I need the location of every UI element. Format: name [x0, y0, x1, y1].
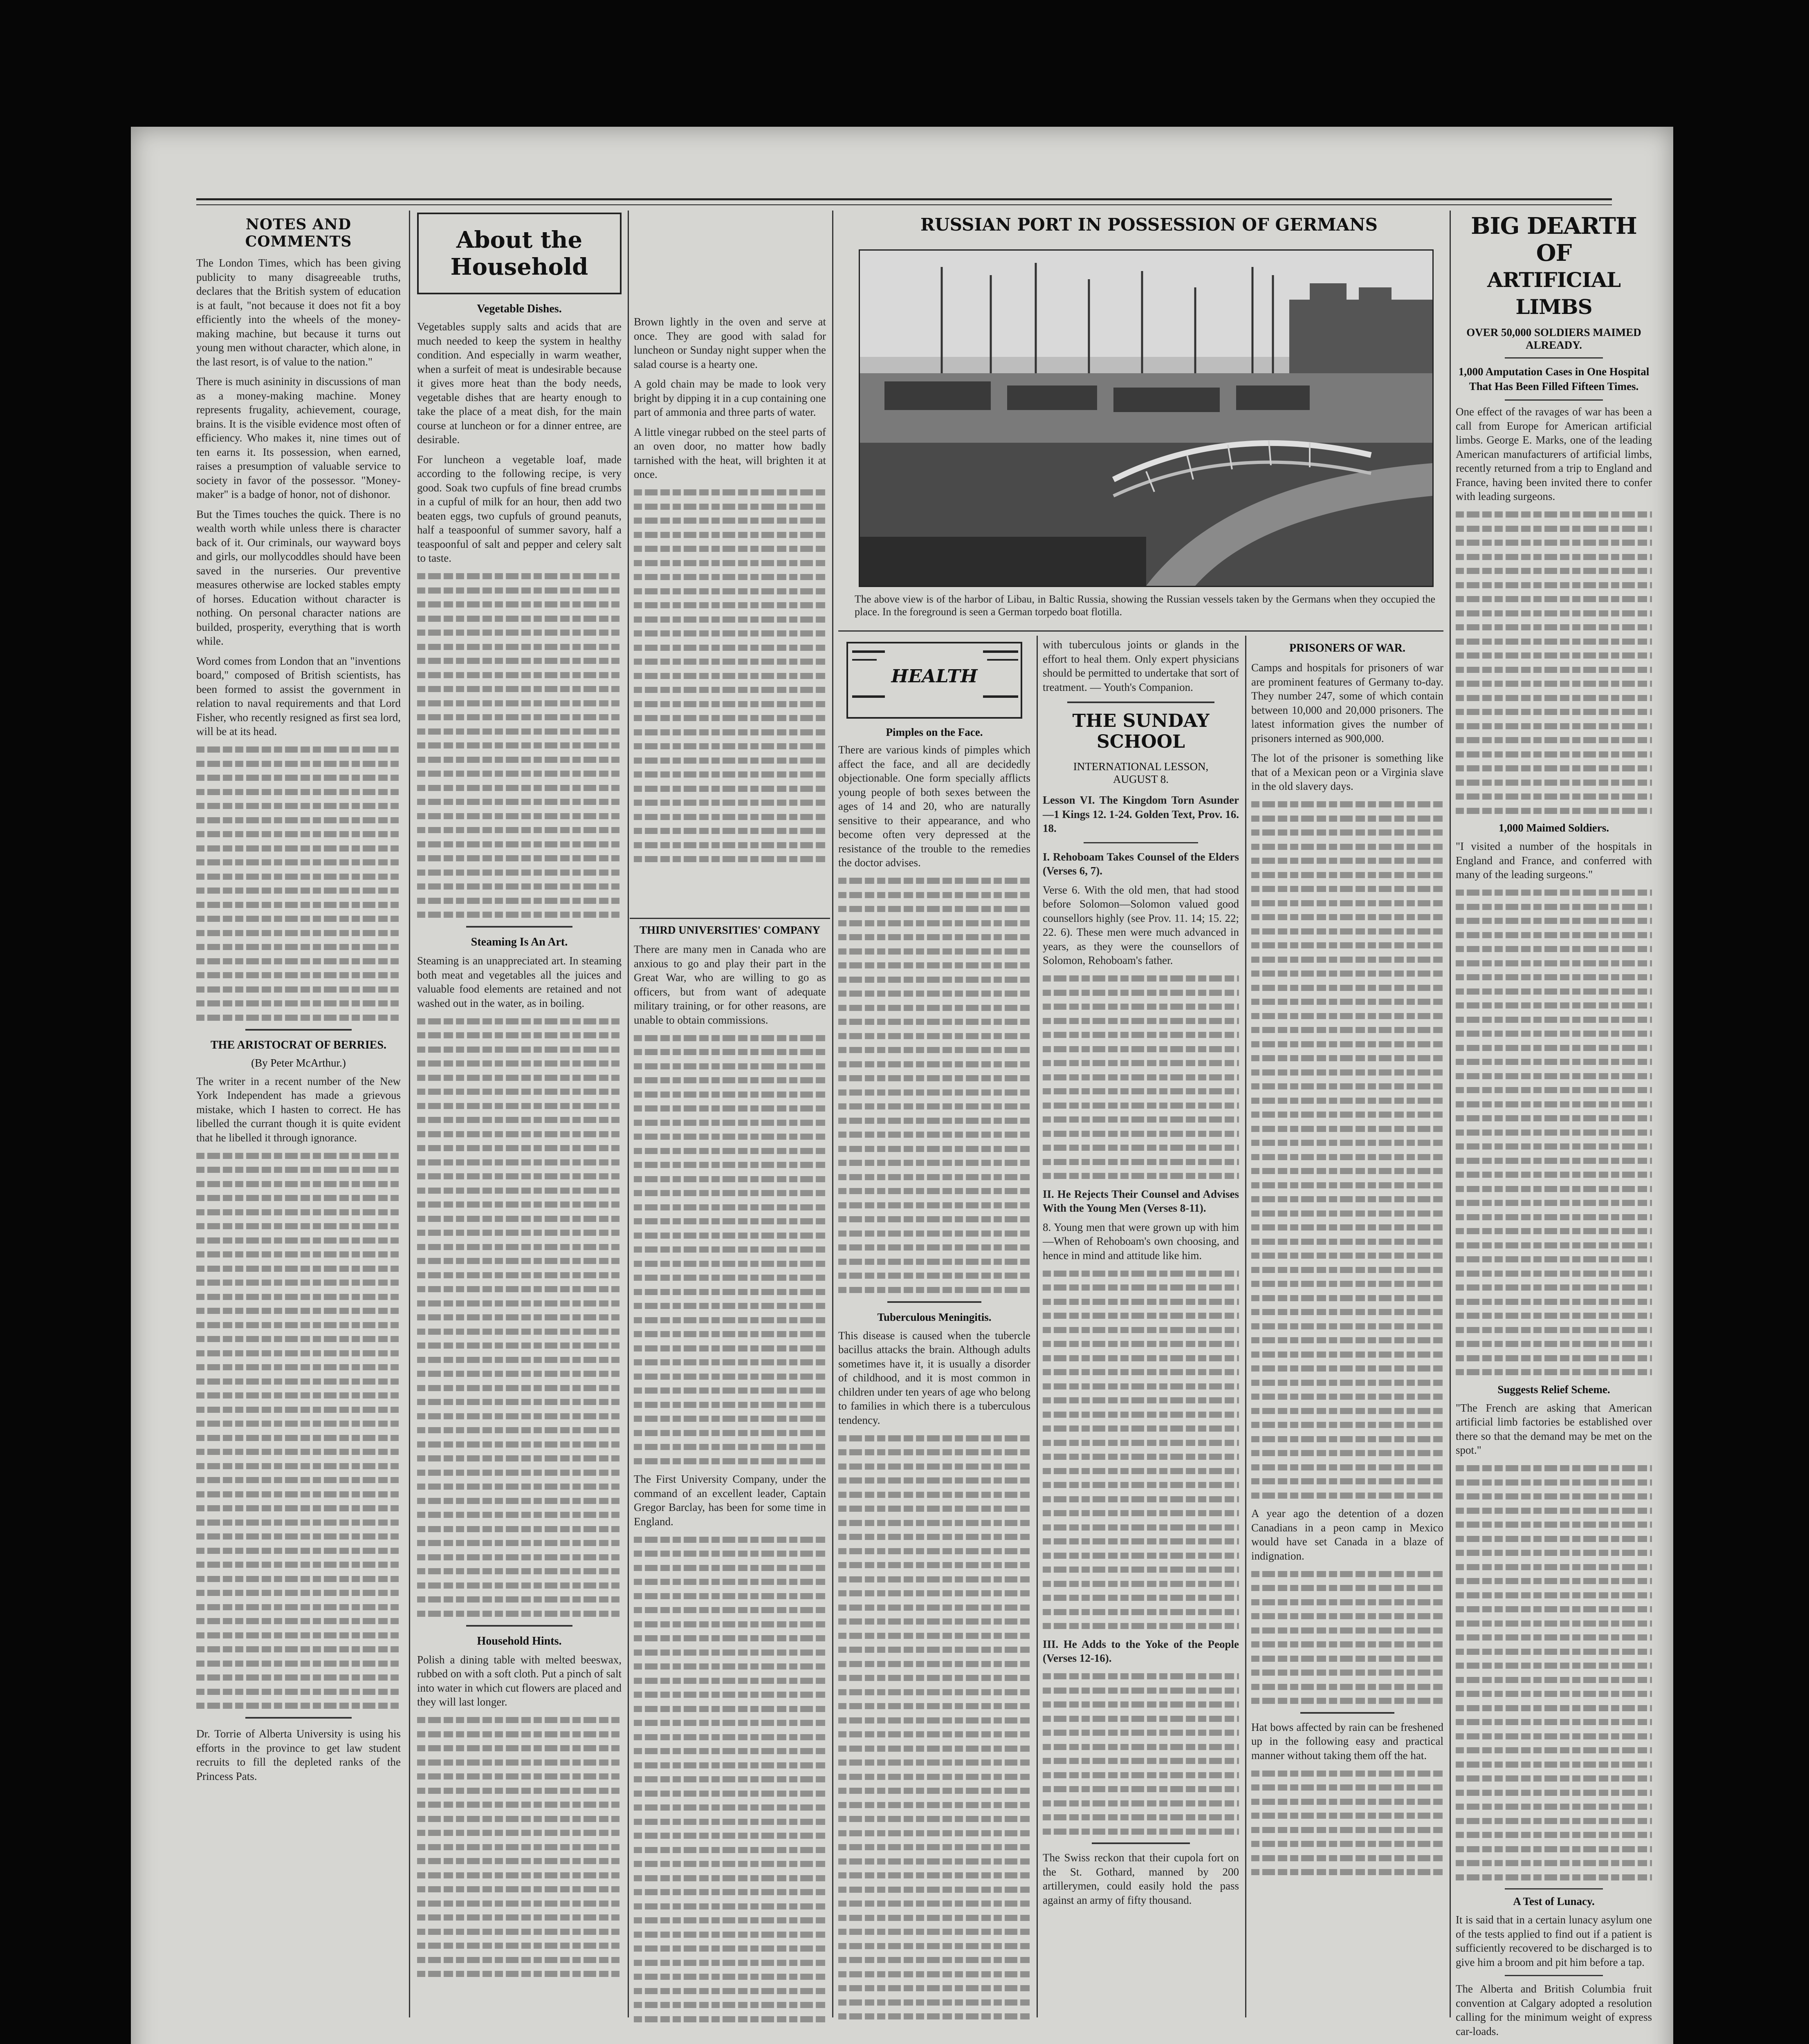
- health-paragraph: There are various kinds of pimples which affect the face, and all are decidedly objectionable. One form specially afflicts young people of both sexes between the ages of 14 and 20, who are naturally sensitive to their appearance, and who become often very depressed at the resistance of the trouble to the remedies the doctor advises.: [838, 744, 1030, 869]
- lesson-section: I. Rehoboam Takes Counsel of the Elders (Verses 6, 7).: [1043, 850, 1239, 877]
- lesson-title: Lesson VI. The Kingdom Torn Asunder—1 Kings 12. 1-24. Golden Text, Prov. 16. 18.: [1043, 794, 1239, 834]
- column-prisoners-of-war: [1251, 638, 1443, 2028]
- prisoners-paragraph: A year ago the detention of a dozen Canadians in a peon camp in Mexico would have set Canada in a blaze of indignation.: [1251, 1507, 1443, 1562]
- pimples-heading: Pimples on the Face.: [886, 726, 983, 738]
- column-household: [417, 213, 622, 2019]
- text-filler: [417, 573, 622, 918]
- meningitis-heading: Tuberculous Meningitis.: [877, 1311, 992, 1323]
- limbs-subheading: A Test of Lunacy.: [1513, 1895, 1595, 1907]
- lesson-paragraph: 8. Young men that were grown up with him—When of Rehoboam's own choosing, and hence in mind and attitude like him.: [1043, 1221, 1239, 1262]
- text-filler: [1456, 890, 1652, 1375]
- health-banner: [846, 642, 1022, 719]
- lesson-paragraph: Verse 6. With the old men, that had stood before Solomon—Solomon valued good counsellors highly (see Prov. 11. 14; 15. 22; 22. 6). These men were much advanced in years, as they were the counsellors of Solomon, Rehoboam's father.: [1043, 883, 1239, 966]
- limbs-paragraph: "The French are asking that American artificial limb factories be established over there so that the demand may be met on the spot.": [1456, 1401, 1652, 1456]
- text-filler: [1456, 511, 1652, 814]
- lesson-section: III. He Adds to the Yoke of the People (Verses 12-16).: [1043, 1638, 1239, 1664]
- column-rule: [1245, 636, 1246, 2017]
- limbs-heading-line2: ARTIFICIAL LIMBS: [1487, 268, 1621, 319]
- text-filler: [1043, 1673, 1239, 1835]
- limbs-subheading: 1,000 Maimed Soldiers.: [1499, 822, 1609, 834]
- column-rule: [1450, 211, 1451, 2017]
- text-filler: [417, 1717, 622, 1977]
- column-universities: [634, 924, 826, 2028]
- prisoners-heading: PRISONERS OF WAR.: [1289, 642, 1405, 654]
- column-rule: [628, 211, 629, 2017]
- limbs-paragraph: It is said that in a certain lunacy asylum one of the tests applied to find out if a patient is sufficiently recovered to be discharged is to give him a broom and pit him before a tap.: [1456, 1914, 1652, 1968]
- text-filler: [196, 1153, 401, 1709]
- text-filler: [1251, 1571, 1443, 1704]
- harbor-photo-illustration: [860, 251, 1432, 586]
- prisoners-paragraph: Hat bows affected by rain can be freshened up in the following easy and practical manner without taking them off the hat.: [1251, 1721, 1443, 1762]
- universities-heading: THIRD UNIVERSITIES' COMPANY: [639, 924, 821, 936]
- household-paragraph: A gold chain may be made to look very bright by dipping it in a cup containing one part of ammonia and three parts of water.: [634, 378, 826, 418]
- lesson-date: AUGUST 8.: [1113, 773, 1169, 785]
- section-rule: [838, 630, 1443, 632]
- universities-paragraph: The First University Company, under the command of an excellent leader, Captain Gregor Barclay, has been for some time in England.: [634, 1473, 826, 1528]
- column-rule: [1037, 636, 1038, 2017]
- column-rule: [832, 211, 833, 2017]
- household-paragraph: Brown lightly in the oven and serve at once. They are good with salad for luncheon or Sunday night supper when the salad course is a hearty one.: [634, 316, 826, 370]
- column-health: [838, 638, 1030, 2028]
- household-paragraph: A little vinegar rubbed on the steel parts of an oven door, no matter how badly tarnished with the heat, will brighten it at once.: [634, 426, 826, 480]
- text-filler: [1251, 801, 1443, 1499]
- photo-caption: The above view is of the harbor of Libau, in Baltic Russia, showing the Russian vessels taken by the Germans when they occupied the place. In the foreground is seen a German torpedo boat flotilla.: [855, 593, 1435, 618]
- text-filler: [1043, 975, 1239, 1179]
- lesson-section: II. He Rejects Their Counsel and Advises With the Young Men (Verses 8-11).: [1043, 1188, 1239, 1214]
- hints-heading: Household Hints.: [477, 1634, 562, 1647]
- household-paragraph: Steaming is an unappreciated art. In steaming both meat and vegetables all the juices and valuable food elements are retained and not washed out in the water, as in boiling.: [417, 955, 622, 1009]
- limbs-heading-line1: BIG DEARTH OF: [1471, 213, 1637, 267]
- newspaper-page: [131, 127, 1673, 2044]
- universities-paragraph: There are many men in Canada who are anxious to go and play their part in the Great War, who are willing to go as officers, but from want of adequate military training, or for other reasons, are unable to obtain commissions.: [634, 943, 826, 1026]
- household-paragraph: For luncheon a vegetable loaf, made according to the following recipe, is very good. Soak two cupfuls of fine bread crumbs in a cupful of milk for an hour, then add two beaten eggs, two cupfuls of ground peanuts, half a teaspoonful of summer savory, half a teaspoonful of salt and pepper and celery salt to taste.: [417, 453, 622, 564]
- limbs-deck: 1,000 Amputation Cases in One Hospital That Has Been Filled Fifteen Times.: [1458, 365, 1650, 392]
- column-artificial-limbs: [1456, 213, 1652, 2037]
- health-label: HEALTH: [891, 666, 978, 687]
- prisoners-paragraph: The lot of the prisoner is something like that of a Mexican peon or a Virginia slave in the old slavery days.: [1251, 752, 1443, 792]
- text-filler: [838, 878, 1030, 1293]
- column-notes-and-comments: [196, 213, 401, 2019]
- section-rule: [630, 918, 830, 919]
- text-filler: [1251, 1771, 1443, 1876]
- top-rule: [196, 198, 1612, 205]
- text-filler: [1043, 1271, 1239, 1629]
- column-sunday-school: [1043, 638, 1239, 2028]
- notes-paragraph: The London Times, which has been giving publicity to many disagreeable truths, declares that the British system of education is at fault, "not because it does not fit a boy efficiently into the wheels of the money-making machine, but because it turns out young men without character, which alone, in the last resort, is of value to the nation.": [196, 257, 401, 368]
- notes-paragraph: There is much asininity in discussions of man as a money-making machine. Money represents frugality, achievement, courage, brains. It is the visible evidence most often of efficiency. Who makes it, nine times out of ten earns it. Its possession, when earned, raises a presumption of valuable service to society in favor of the possessor. "Money-maker" is a badge of honor, not of dishonor.: [196, 375, 401, 500]
- notes-heading: NOTES AND COMMENTS: [245, 216, 352, 250]
- limbs-paragraph: The Alberta and British Columbia fruit convention at Calgary adopted a resolution calling for the minimum weight of express car-loads.: [1456, 1983, 1652, 2037]
- text-filler: [634, 489, 826, 862]
- steaming-heading: Steaming Is An Art.: [471, 936, 568, 948]
- text-filler: [417, 1018, 622, 1617]
- byline: (By Peter McArthur.): [251, 1056, 346, 1069]
- prisoners-paragraph: Camps and hospitals for prisoners of war are prominent features of Germany to-day. They number 247, some of which contain between 10,000 and 20,000 prisoners. The latest information gives the number of prisoners interned as 900,000.: [1251, 661, 1443, 744]
- text-filler: [634, 1035, 826, 1464]
- household-heading: About the Household: [450, 226, 588, 280]
- notes-paragraph: Word comes from London that an "inventions board," composed of British scientists, has been formed to assist the government in relation to naval requirements and that Lord Fisher, who recently resigned as first sea lord, will be at its head.: [196, 654, 401, 737]
- limbs-deck: OVER 50,000 SOLDIERS MAIMED ALREADY.: [1466, 326, 1641, 351]
- notes-paragraph: But the Times touches the quick. There is no wealth worth while unless there is character back of it. Our criminals, our wayward boys and girls, our mollycoddles should have been saved in the nurseries. Our preventive measures otherwise are locked stables empty of horses. Education without character is nothing. On personal character nations are builded, prosperity, everything that is worth while.: [196, 508, 401, 647]
- vegetable-heading: Vegetable Dishes.: [477, 303, 562, 315]
- text-filler: [1456, 1465, 1652, 1880]
- column-rule: [409, 211, 410, 2017]
- health-paragraph: This disease is caused when the tubercle bacillus attacks the brain. Although adults sometimes have it, it is usually a disorder of childhood, and it is most common in children under ten years of age who belong to families in which there is a tuberculous tendency.: [838, 1329, 1030, 1426]
- column-household-continued: [634, 315, 826, 928]
- household-paragraph: Vegetables supply salts and acids that are much needed to keep the system in healthy condition. And especially in warm weather, when a surfeit of meat is undesirable because it gives more heat than the body needs, vegetable dishes that are hearty enough to take the place of a meat dish, for the main course at luncheon or for a dinner entree, are desirable.: [417, 320, 622, 446]
- text-filler: [196, 746, 401, 1021]
- notes-paragraph: Dr. Torrie of Alberta University is using his efforts in the province to get law student recruits to fill the depleted ranks of the Princess Pats.: [196, 1728, 401, 1782]
- aristocrat-paragraph: The writer in a recent number of the New York Independent has made a grievous mistake, which I hasten to correct. He has libelled the currant though it is quite evident that he libelled it through ignorance.: [196, 1075, 401, 1144]
- text-filler: [634, 1537, 826, 2022]
- household-paragraph: Polish a dining table with melted beeswax, rubbed on with a soft cloth. Put a pinch of salt into water in which cut flowers are placed and they will last longer.: [417, 1653, 622, 1708]
- limbs-subheading: Suggests Relief Scheme.: [1497, 1383, 1610, 1396]
- harbor-photograph: [859, 249, 1434, 587]
- health-continued: with tuberculous joints or glands in the effort to heal them. Only expert physicians should be permitted to undertake that sort of treatment. — Youth's Companion.: [1043, 639, 1239, 693]
- text-filler: [838, 1435, 1030, 2020]
- lesson-paragraph: The Swiss reckon that their cupola fort on the St. Gothard, manned by 200 artillerymen, could easily hold the pass against an army of fifty thousand.: [1043, 1851, 1239, 1906]
- limbs-paragraph: "I visited a number of the hospitals in England and France, and conferred with many of the leading surgeons.": [1456, 840, 1652, 881]
- photo-headline: RUSSIAN PORT IN POSSESSION OF GERMANS: [920, 215, 1378, 235]
- sunday-school-heading: THE SUNDAY SCHOOL: [1072, 710, 1210, 752]
- limbs-paragraph: One effect of the ravages of war has been a call from Europe for American artificial limbs. George E. Marks, one of the leading American manufacturers of artificial limbs, recently returned from a trip to England and France, having been invited there to confer with leading surgeons.: [1456, 406, 1652, 502]
- lesson-label: INTERNATIONAL LESSON,: [1073, 760, 1209, 773]
- aristocrat-heading: THE ARISTOCRAT OF BERRIES.: [211, 1038, 386, 1051]
